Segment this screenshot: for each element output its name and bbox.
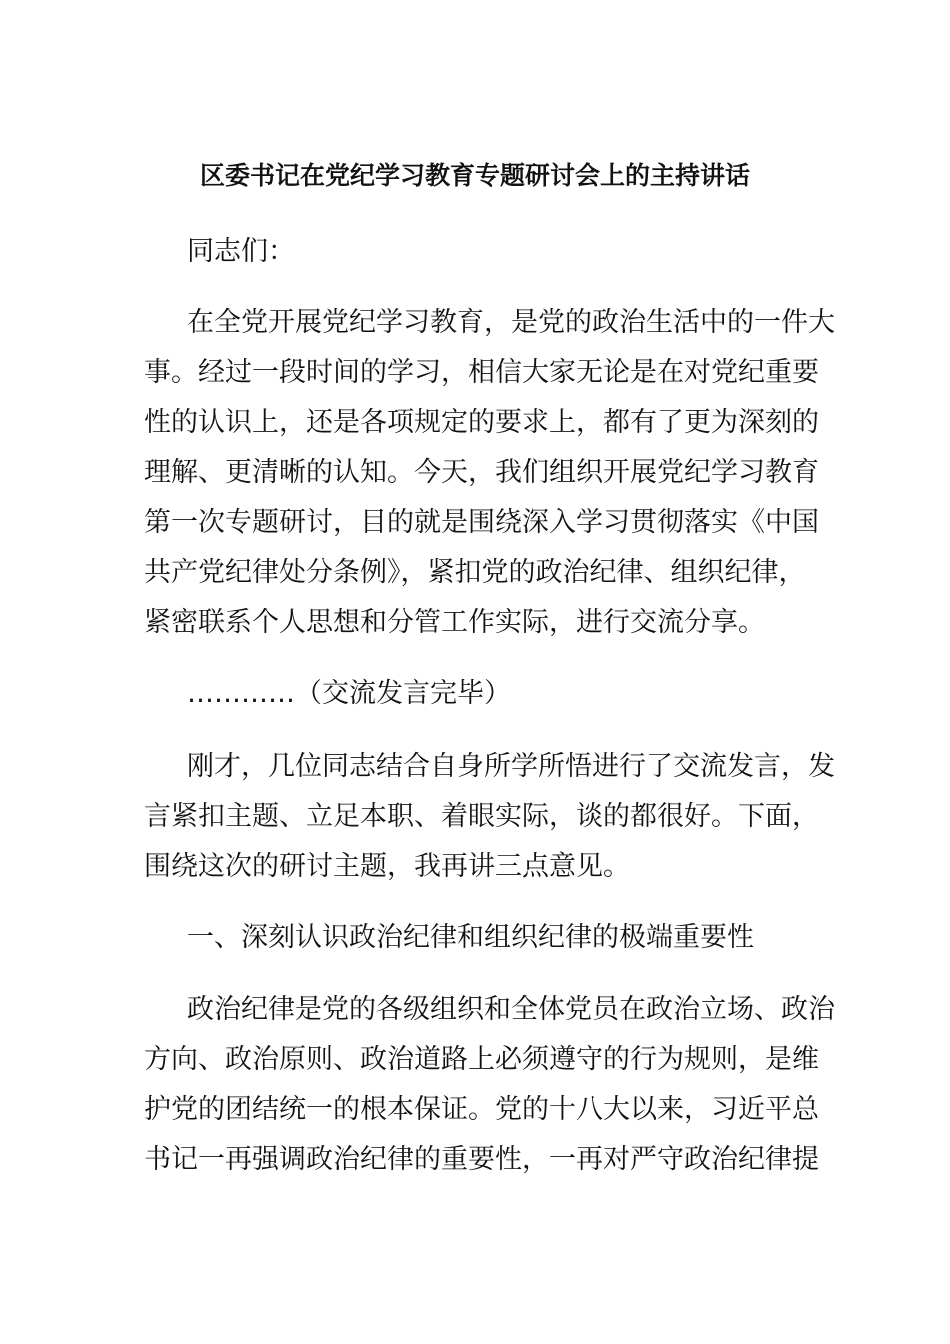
paragraph-line: 性的认识上，还是各项规定的要求上，都有了更为深刻的 (144, 407, 819, 438)
paragraph-line: 书记一再强调政治纪律的重要性，一再对严守政治纪律提 (144, 1144, 819, 1175)
paragraph-line: 言紧扣主题、立足本职、着眼实际，谈的都很好。下面， (144, 801, 819, 832)
paragraph-line: 围绕这次的研讨主题，我再讲三点意见。 (144, 851, 630, 882)
paragraph-line: 事。经过一段时间的学习，相信大家无论是在对党纪重要 (144, 357, 819, 388)
salutation: 同志们： (187, 236, 295, 267)
paragraph-line: 共产党纪律处分条例》，紧扣党的政治纪律、组织纪律， (144, 557, 806, 588)
section-heading-1: 一、深刻认识政治纪律和组织纪律的极端重要性 (187, 922, 754, 953)
exchange-note: …………（交流发言完毕） (187, 678, 511, 709)
paragraph-line: 第一次专题研讨，目的就是围绕深入学习贯彻落实《中国 (144, 507, 819, 538)
paragraph-line: 政治纪律是党的各级组织和全体党员在政治立场、政治 (187, 994, 835, 1025)
paragraph-line: 刚才，几位同志结合自身所学所悟进行了交流发言，发 (187, 751, 835, 782)
paragraph-line: 理解、更清晰的认知。今天，我们组织开展党纪学习教育 (144, 457, 819, 488)
paragraph-line: 在全党开展党纪学习教育，是党的政治生活中的一件大 (187, 307, 835, 338)
paragraph-line: 护党的团结统一的根本保证。党的十八大以来，习近平总 (144, 1094, 819, 1125)
paragraph-line: 紧密联系个人思想和分管工作实际，进行交流分享。 (144, 607, 765, 638)
document-title: 区委书记在党纪学习教育专题研讨会上的主持讲话 (199, 161, 750, 190)
paragraph-line: 方向、政治原则、政治道路上必须遵守的行为规则，是维 (144, 1044, 819, 1075)
